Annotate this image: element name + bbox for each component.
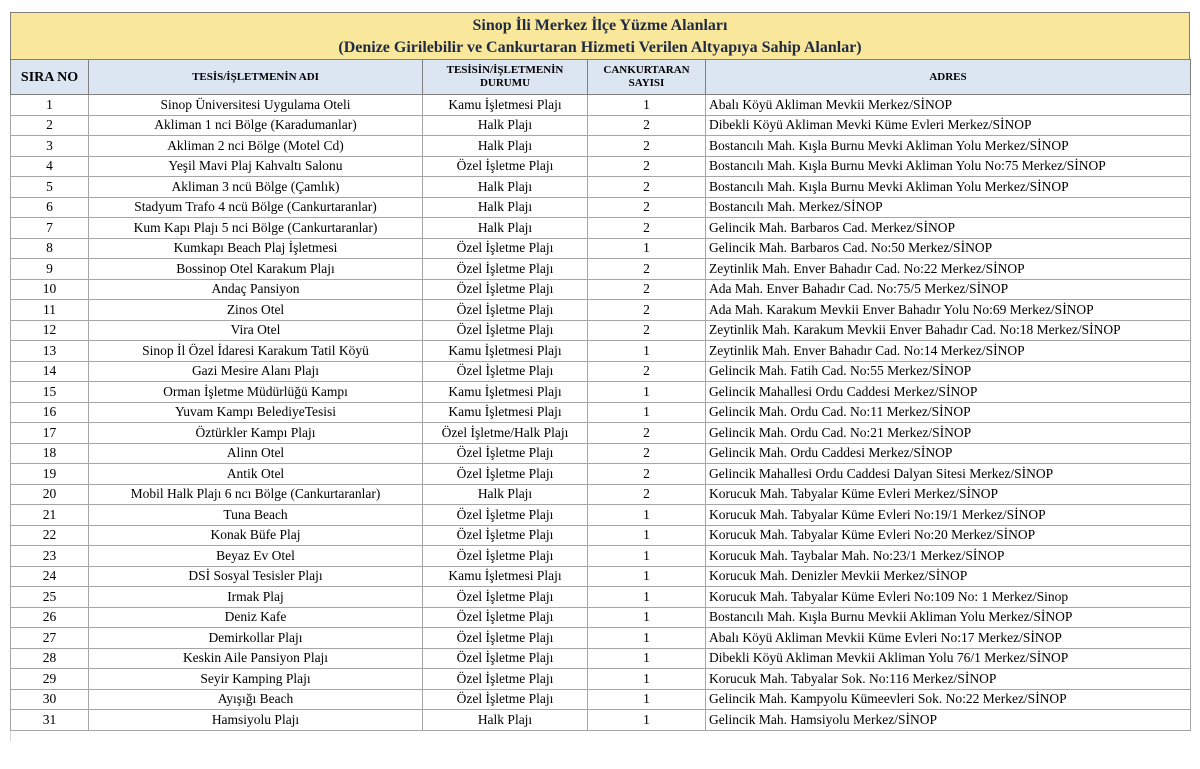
row-facility-name: Kum Kapı Plajı 5 nci Bölge (Cankurtaranlar) bbox=[89, 218, 423, 239]
row-facility-status: Kamu İşletmesi Plajı bbox=[423, 402, 588, 423]
row-facility-status: Kamu İşletmesi Plajı bbox=[423, 382, 588, 403]
row-address: Gelincik Mah. Kampyolu Kümeevleri Sok. No:22 Merkez/SİNOP bbox=[706, 689, 1191, 710]
row-lifeguard-count: 1 bbox=[588, 710, 706, 731]
row-facility-name: Andaç Pansiyon bbox=[89, 279, 423, 300]
table-row bbox=[11, 279, 1191, 300]
row-facility-name: Yeşil Mavi Plaj Kahvaltı Salonu bbox=[89, 156, 423, 177]
row-sira-no: 16 bbox=[11, 402, 89, 423]
row-lifeguard-count: 2 bbox=[588, 218, 706, 239]
title-block bbox=[10, 12, 1190, 59]
table-row bbox=[11, 505, 1191, 526]
row-lifeguard-count: 1 bbox=[588, 382, 706, 403]
table-row bbox=[11, 710, 1191, 731]
row-facility-status: Halk Plajı bbox=[423, 177, 588, 198]
row-address: Korucuk Mah. Tabyalar Küme Evleri Merkez/SİNOP bbox=[706, 484, 1191, 505]
table-row bbox=[11, 628, 1191, 649]
row-address: Abalı Köyü Akliman Mevkii Küme Evleri No:17 Merkez/SİNOP bbox=[706, 628, 1191, 649]
row-facility-name: Tuna Beach bbox=[89, 505, 423, 526]
row-facility-status: Özel İşletme Plajı bbox=[423, 238, 588, 259]
row-sira-no: 19 bbox=[11, 464, 89, 485]
row-sira-no: 12 bbox=[11, 320, 89, 341]
row-lifeguard-count: 1 bbox=[588, 95, 706, 116]
row-address: Dibekli Köyü Akliman Mevki Küme Evleri Merkez/SİNOP bbox=[706, 115, 1191, 136]
row-facility-name: Bossinop Otel Karakum Plajı bbox=[89, 259, 423, 280]
row-facility-status: Halk Plajı bbox=[423, 710, 588, 731]
row-address: Gelincik Mahallesi Ordu Caddesi Merkez/SİNOP bbox=[706, 382, 1191, 403]
row-lifeguard-count: 1 bbox=[588, 566, 706, 587]
row-facility-name: Akliman 2 nci Bölge (Motel Cd) bbox=[89, 136, 423, 157]
row-lifeguard-count: 1 bbox=[588, 341, 706, 362]
row-lifeguard-count: 1 bbox=[588, 628, 706, 649]
row-lifeguard-count: 1 bbox=[588, 689, 706, 710]
row-sira-no: 6 bbox=[11, 197, 89, 218]
table-body bbox=[11, 95, 1191, 731]
row-lifeguard-count: 2 bbox=[588, 464, 706, 485]
table-row bbox=[11, 341, 1191, 362]
row-facility-name: Ayışığı Beach bbox=[89, 689, 423, 710]
row-facility-name: Akliman 3 ncü Bölge (Çamlık) bbox=[89, 177, 423, 198]
table-row bbox=[11, 525, 1191, 546]
row-facility-status: Özel İşletme Plajı bbox=[423, 648, 588, 669]
row-address: Gelincik Mah. Ordu Cad. No:11 Merkez/SİNOP bbox=[706, 402, 1191, 423]
row-lifeguard-count: 2 bbox=[588, 300, 706, 321]
row-sira-no: 4 bbox=[11, 156, 89, 177]
row-lifeguard-count: 1 bbox=[588, 546, 706, 567]
table-row bbox=[11, 197, 1191, 218]
row-facility-status: Kamu İşletmesi Plajı bbox=[423, 341, 588, 362]
row-address: Gelincik Mah. Barbaros Cad. No:50 Merkez/SİNOP bbox=[706, 238, 1191, 259]
row-facility-status: Halk Plajı bbox=[423, 115, 588, 136]
table-row bbox=[11, 382, 1191, 403]
row-facility-name: Hamsiyolu Plajı bbox=[89, 710, 423, 731]
row-lifeguard-count: 1 bbox=[588, 525, 706, 546]
row-facility-status: Özel İşletme/Halk Plajı bbox=[423, 423, 588, 444]
row-facility-name: DSİ Sosyal Tesisler Plajı bbox=[89, 566, 423, 587]
table-row bbox=[11, 423, 1191, 444]
row-sira-no: 26 bbox=[11, 607, 89, 628]
row-address: Abalı Köyü Akliman Mevkii Merkez/SİNOP bbox=[706, 95, 1191, 116]
row-facility-name: Zinos Otel bbox=[89, 300, 423, 321]
table-row bbox=[11, 607, 1191, 628]
row-facility-name: Sinop Üniversitesi Uygulama Oteli bbox=[89, 95, 423, 116]
row-address: Dibekli Köyü Akliman Mevkii Akliman Yolu 76/1 Merkez/SİNOP bbox=[706, 648, 1191, 669]
header-facility-status: TESİSİN/İŞLETMENİN DURUMU bbox=[423, 60, 588, 95]
swimming-areas-sheet bbox=[10, 12, 1190, 741]
row-address: Bostancılı Mah. Kışla Burnu Mevkii Akliman Yolu Merkez/SİNOP bbox=[706, 607, 1191, 628]
row-sira-no: 24 bbox=[11, 566, 89, 587]
row-lifeguard-count: 2 bbox=[588, 320, 706, 341]
table-row bbox=[11, 361, 1191, 382]
row-address: Bostancılı Mah. Kışla Burnu Mevki Akliman Yolu No:75 Merkez/SİNOP bbox=[706, 156, 1191, 177]
table-row bbox=[11, 566, 1191, 587]
table-row bbox=[11, 587, 1191, 608]
row-facility-status: Özel İşletme Plajı bbox=[423, 505, 588, 526]
table-row bbox=[11, 136, 1191, 157]
row-facility-name: Seyir Kamping Plajı bbox=[89, 669, 423, 690]
row-facility-status: Özel İşletme Plajı bbox=[423, 259, 588, 280]
row-sira-no: 18 bbox=[11, 443, 89, 464]
row-address: Korucuk Mah. Tabyalar Küme Evleri No:20 Merkez/SİNOP bbox=[706, 525, 1191, 546]
row-lifeguard-count: 2 bbox=[588, 423, 706, 444]
row-lifeguard-count: 1 bbox=[588, 648, 706, 669]
row-facility-status: Halk Plajı bbox=[423, 197, 588, 218]
row-address: Ada Mah. Enver Bahadır Cad. No:75/5 Merkez/SİNOP bbox=[706, 279, 1191, 300]
row-facility-name: Irmak Plaj bbox=[89, 587, 423, 608]
table-row bbox=[11, 402, 1191, 423]
row-facility-name: Demirkollar Plajı bbox=[89, 628, 423, 649]
row-lifeguard-count: 2 bbox=[588, 136, 706, 157]
row-facility-name: Vira Otel bbox=[89, 320, 423, 341]
row-facility-name: Gazi Mesire Alanı Plajı bbox=[89, 361, 423, 382]
row-facility-status: Özel İşletme Plajı bbox=[423, 546, 588, 567]
row-sira-no: 28 bbox=[11, 648, 89, 669]
row-facility-name: Antik Otel bbox=[89, 464, 423, 485]
row-sira-no: 31 bbox=[11, 710, 89, 731]
table-row bbox=[11, 443, 1191, 464]
row-sira-no: 29 bbox=[11, 669, 89, 690]
header-row bbox=[11, 60, 1191, 95]
header-facility-name: TESİS/İŞLETMENİN ADI bbox=[89, 60, 423, 95]
row-sira-no: 17 bbox=[11, 423, 89, 444]
row-facility-name: Akliman 1 nci Bölge (Karadumanlar) bbox=[89, 115, 423, 136]
row-address: Zeytinlik Mah. Karakum Mevkii Enver Bahadır Cad. No:18 Merkez/SİNOP bbox=[706, 320, 1191, 341]
row-sira-no: 30 bbox=[11, 689, 89, 710]
row-facility-name: Konak Büfe Plaj bbox=[89, 525, 423, 546]
row-facility-status: Özel İşletme Plajı bbox=[423, 669, 588, 690]
row-lifeguard-count: 2 bbox=[588, 361, 706, 382]
row-address: Korucuk Mah. Tabyalar Sok. No:116 Merkez/SİNOP bbox=[706, 669, 1191, 690]
row-sira-no: 23 bbox=[11, 546, 89, 567]
row-lifeguard-count: 2 bbox=[588, 279, 706, 300]
row-lifeguard-count: 2 bbox=[588, 259, 706, 280]
table-row bbox=[11, 156, 1191, 177]
row-facility-name: Sinop İl Özel İdaresi Karakum Tatil Köyü bbox=[89, 341, 423, 362]
row-sira-no: 20 bbox=[11, 484, 89, 505]
row-facility-status: Özel İşletme Plajı bbox=[423, 156, 588, 177]
table-row bbox=[11, 320, 1191, 341]
row-facility-name: Orman İşletme Müdürlüğü Kampı bbox=[89, 382, 423, 403]
row-sira-no: 21 bbox=[11, 505, 89, 526]
table-row bbox=[11, 115, 1191, 136]
row-facility-name: Beyaz Ev Otel bbox=[89, 546, 423, 567]
row-lifeguard-count: 2 bbox=[588, 197, 706, 218]
row-facility-name: Keskin Aile Pansiyon Plajı bbox=[89, 648, 423, 669]
row-lifeguard-count: 2 bbox=[588, 177, 706, 198]
row-facility-status: Halk Plajı bbox=[423, 484, 588, 505]
row-facility-status: Özel İşletme Plajı bbox=[423, 587, 588, 608]
row-sira-no: 9 bbox=[11, 259, 89, 280]
row-sira-no: 25 bbox=[11, 587, 89, 608]
row-sira-no: 14 bbox=[11, 361, 89, 382]
table-row bbox=[11, 464, 1191, 485]
row-facility-status: Kamu İşletmesi Plajı bbox=[423, 566, 588, 587]
row-address: Korucuk Mah. Denizler Mevkii Merkez/SİNOP bbox=[706, 566, 1191, 587]
row-lifeguard-count: 1 bbox=[588, 607, 706, 628]
header-address: ADRES bbox=[706, 60, 1191, 95]
row-address: Korucuk Mah. Tabyalar Küme Evleri No:109 No: 1 Merkez/Sinop bbox=[706, 587, 1191, 608]
row-facility-name: Yuvam Kampı BelediyeTesisi bbox=[89, 402, 423, 423]
row-address: Zeytinlik Mah. Enver Bahadır Cad. No:22 Merkez/SİNOP bbox=[706, 259, 1191, 280]
swimming-areas-table bbox=[10, 59, 1191, 731]
header-sira-no: SIRA NO bbox=[11, 60, 89, 95]
row-sira-no: 15 bbox=[11, 382, 89, 403]
table-row bbox=[11, 669, 1191, 690]
row-facility-status: Özel İşletme Plajı bbox=[423, 300, 588, 321]
row-facility-status: Özel İşletme Plajı bbox=[423, 464, 588, 485]
row-address: Gelincik Mah. Fatih Cad. No:55 Merkez/SİNOP bbox=[706, 361, 1191, 382]
row-address: Ada Mah. Karakum Mevkii Enver Bahadır Yolu No:69 Merkez/SİNOP bbox=[706, 300, 1191, 321]
row-sira-no: 2 bbox=[11, 115, 89, 136]
row-facility-name: Mobil Halk Plajı 6 ncı Bölge (Cankurtaranlar) bbox=[89, 484, 423, 505]
table-row bbox=[11, 95, 1191, 116]
row-sira-no: 8 bbox=[11, 238, 89, 259]
table-row bbox=[11, 259, 1191, 280]
table-row bbox=[11, 177, 1191, 198]
row-sira-no: 7 bbox=[11, 218, 89, 239]
row-address: Gelincik Mahallesi Ordu Caddesi Dalyan Sitesi Merkez/SİNOP bbox=[706, 464, 1191, 485]
title-line-2: (Denize Girilebilir ve Cankurtaran Hizmeti Verilen Altyapıya Sahip Alanlar) bbox=[338, 39, 862, 56]
row-lifeguard-count: 1 bbox=[588, 402, 706, 423]
row-facility-name: Alinn Otel bbox=[89, 443, 423, 464]
table-row bbox=[11, 689, 1191, 710]
row-facility-status: Kamu İşletmesi Plajı bbox=[423, 95, 588, 116]
row-lifeguard-count: 1 bbox=[588, 238, 706, 259]
row-address: Bostancılı Mah. Kışla Burnu Mevki Akliman Yolu Merkez/SİNOP bbox=[706, 136, 1191, 157]
row-sira-no: 27 bbox=[11, 628, 89, 649]
sheet-bottom-edge bbox=[10, 731, 1190, 741]
row-lifeguard-count: 1 bbox=[588, 587, 706, 608]
row-address: Korucuk Mah. Tabyalar Küme Evleri No:19/1 Merkez/SİNOP bbox=[706, 505, 1191, 526]
row-address: Gelincik Mah. Hamsiyolu Merkez/SİNOP bbox=[706, 710, 1191, 731]
row-address: Korucuk Mah. Taybalar Mah. No:23/1 Merkez/SİNOP bbox=[706, 546, 1191, 567]
table-row bbox=[11, 238, 1191, 259]
row-facility-status: Özel İşletme Plajı bbox=[423, 607, 588, 628]
table-row bbox=[11, 484, 1191, 505]
row-lifeguard-count: 1 bbox=[588, 505, 706, 526]
row-sira-no: 11 bbox=[11, 300, 89, 321]
row-facility-name: Öztürkler Kampı Plajı bbox=[89, 423, 423, 444]
table-row bbox=[11, 218, 1191, 239]
row-address: Bostancılı Mah. Kışla Burnu Mevki Akliman Yolu Merkez/SİNOP bbox=[706, 177, 1191, 198]
row-address: Gelincik Mah. Ordu Caddesi Merkez/SİNOP bbox=[706, 443, 1191, 464]
row-facility-status: Özel İşletme Plajı bbox=[423, 320, 588, 341]
row-sira-no: 5 bbox=[11, 177, 89, 198]
row-facility-name: Deniz Kafe bbox=[89, 607, 423, 628]
row-sira-no: 1 bbox=[11, 95, 89, 116]
table-row bbox=[11, 300, 1191, 321]
row-facility-status: Halk Plajı bbox=[423, 136, 588, 157]
row-facility-status: Özel İşletme Plajı bbox=[423, 279, 588, 300]
row-lifeguard-count: 2 bbox=[588, 443, 706, 464]
header-lifeguard-count: CANKURTARAN SAYISI bbox=[588, 60, 706, 95]
row-facility-name: Stadyum Trafo 4 ncü Bölge (Cankurtaranlar) bbox=[89, 197, 423, 218]
row-lifeguard-count: 2 bbox=[588, 484, 706, 505]
row-address: Gelincik Mah. Ordu Cad. No:21 Merkez/SİNOP bbox=[706, 423, 1191, 444]
row-sira-no: 3 bbox=[11, 136, 89, 157]
row-sira-no: 13 bbox=[11, 341, 89, 362]
row-address: Zeytinlik Mah. Enver Bahadır Cad. No:14 Merkez/SİNOP bbox=[706, 341, 1191, 362]
row-facility-name: Kumkapı Beach Plaj İşletmesi bbox=[89, 238, 423, 259]
table-row bbox=[11, 648, 1191, 669]
row-facility-status: Özel İşletme Plajı bbox=[423, 443, 588, 464]
table-row bbox=[11, 546, 1191, 567]
row-address: Bostancılı Mah. Merkez/SİNOP bbox=[706, 197, 1191, 218]
row-facility-status: Özel İşletme Plajı bbox=[423, 628, 588, 649]
row-lifeguard-count: 2 bbox=[588, 115, 706, 136]
row-facility-status: Özel İşletme Plajı bbox=[423, 361, 588, 382]
title-line-1: Sinop İli Merkez İlçe Yüzme Alanları bbox=[472, 17, 728, 34]
row-facility-status: Halk Plajı bbox=[423, 218, 588, 239]
row-sira-no: 10 bbox=[11, 279, 89, 300]
row-lifeguard-count: 2 bbox=[588, 156, 706, 177]
row-facility-status: Özel İşletme Plajı bbox=[423, 689, 588, 710]
row-lifeguard-count: 1 bbox=[588, 669, 706, 690]
row-sira-no: 22 bbox=[11, 525, 89, 546]
row-address: Gelincik Mah. Barbaros Cad. Merkez/SİNOP bbox=[706, 218, 1191, 239]
row-facility-status: Özel İşletme Plajı bbox=[423, 525, 588, 546]
